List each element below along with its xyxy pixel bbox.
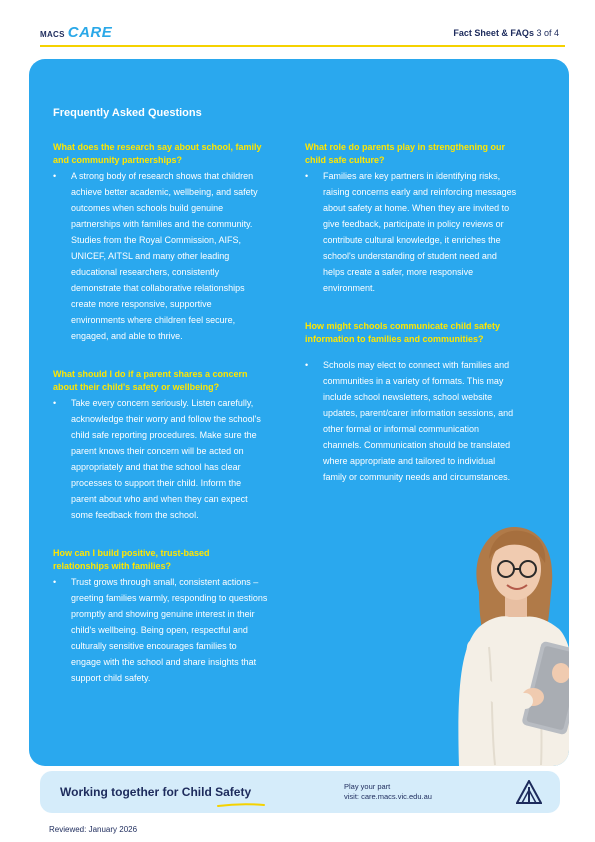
faq-answer [53,395,268,523]
logo-care-text: CARE [67,24,113,41]
faq-question: How can I build positive, trust-based relationships with families? [53,548,210,571]
footer-play-line1: Play your part [344,782,391,791]
footer-tagline: Working together for Child Safety [60,785,252,799]
woman-holding-laptop-photo [429,497,569,766]
faq-answer [53,574,268,686]
faq-question: What does the research say about school, family and community partnerships? [53,142,262,165]
macs-care-logo [40,24,112,41]
footer-banner [40,771,560,813]
logo-macs-text: MACS [40,30,65,39]
reviewed-date: Reviewed: January 2026 [49,825,138,834]
faq-answer-text: Take every concern seriously. Listen carefully, acknowledge their worry and follow the school's child safe reporting procedures. Make sure the parent knows their concern will be acted on appropriately and that the school has clear processes to support their child. Inform the parent about who and when they can expect some feedback from the school. [71,398,261,520]
underline-swoosh-icon [217,802,265,808]
faq-answer-text: A strong body of research shows that children achieve better academic, wellbeing, and safety outcomes when schools build genuine partnerships with families and the community. Studies from the Royal Commission, AIFS, UNICEF, AITSL and many other leading educational researchers, consistently demonstrate that collaborative relationships create more responsive, supportive environments where children feel secure, engaged, and able to thrive. [71,171,258,341]
faq-answer-text: Trust grows through small, consistent actions – greeting families warmly, responding to questions promptly and showing genuine interest in their child's wellbeing. Being open, respectful and culturally sensitive encourages families to engage with the school and share insights that support child safety. [71,577,268,683]
bullet-icon: • [53,577,57,587]
faq-question: What should I do if a parent shares a concern about their child's safety or wellbeing? [53,369,248,392]
doc-label: Fact Sheet & FAQs [453,28,534,38]
faq-column-left [53,141,268,686]
faq-panel [29,59,569,766]
faq-question: How might schools communicate child safety information to families and communities? [305,321,501,344]
faq-answer [305,357,520,485]
bullet-icon: • [53,171,57,181]
faq-column-right [305,141,520,485]
page-number: 3 of 4 [536,28,559,38]
faq-answer [53,168,268,344]
footer-play-text [344,782,432,802]
faq-question: What role do parents play in strengthening our child safe culture? [305,142,506,165]
footer-website: visit: care.macs.vic.edu.au [344,792,432,801]
mountain-logo-icon [516,780,542,804]
faq-answer-text: Families are key partners in identifying risks, raising concerns early and reinforcing messages about safety at home. When they are invited to give feedback, participate in policy reviews or contribute cultural knowledge, it enriches the school's understanding of student need and helps create a safer, more responsive environment. [323,171,517,293]
page-header [0,0,595,50]
faq-answer-text: Schools may elect to connect with families and communities in a variety of formats. This may include school newsletters, school website updates, parent/carer information sessions, and other formal or informal communication channels. Communication should be translated where appropriate and tailored to individual family or community needs and circumstances. [323,360,514,482]
header-divider [40,45,565,47]
bullet-icon: • [53,398,57,408]
bullet-icon: • [305,171,309,181]
page-label [453,28,559,38]
faq-answer [305,168,520,296]
bullet-icon: • [305,360,309,370]
faq-title: Frequently Asked Questions [53,107,202,119]
